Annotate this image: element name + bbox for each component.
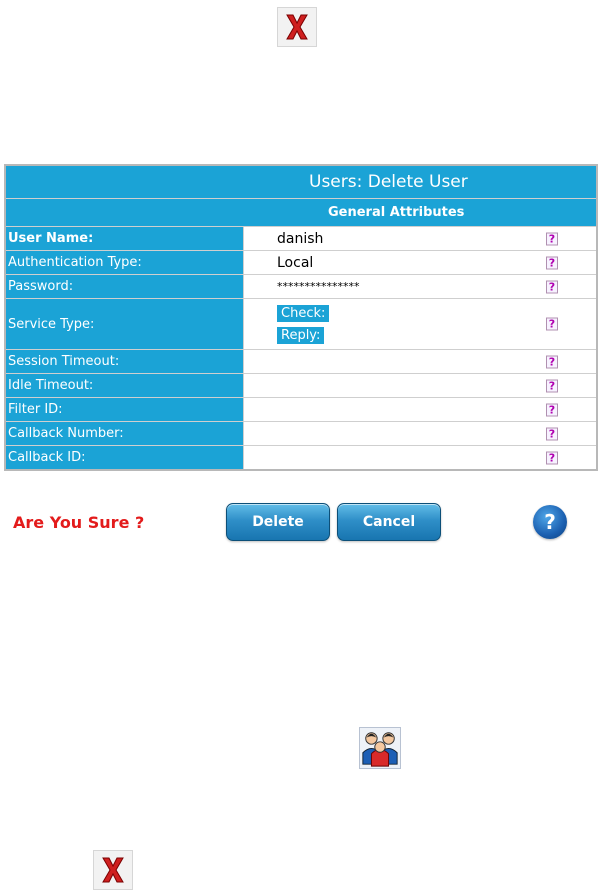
service-type-stack (277, 303, 329, 346)
help-icon[interactable]: ? (546, 451, 558, 464)
page-title: Users: Delete User (6, 166, 596, 199)
cancel-button[interactable]: Cancel (337, 503, 441, 541)
help-icon[interactable]: ? (546, 280, 558, 293)
user-name-label: User Name: (6, 227, 243, 250)
table-row-filter-id (6, 398, 596, 422)
idle-timeout-label: Idle Timeout: (6, 374, 243, 397)
delete-user-panel (4, 164, 598, 471)
filter-id-value (243, 398, 596, 421)
callback-number-value (243, 422, 596, 445)
service-type-value (243, 299, 596, 349)
password-label: Password: (6, 275, 243, 298)
authentication-type-text: Local (277, 254, 314, 271)
service-type-label: Service Type: (6, 299, 243, 349)
help-icon[interactable]: ? (546, 379, 558, 392)
session-timeout-label: Session Timeout: (6, 350, 243, 373)
callback-id-label: Callback ID: (6, 446, 243, 469)
x-close-icon[interactable] (277, 7, 317, 47)
filter-id-label: Filter ID: (6, 398, 243, 421)
delete-button[interactable]: Delete (226, 503, 330, 541)
users-group-icon[interactable] (359, 727, 401, 769)
help-icon[interactable]: ? (546, 355, 558, 368)
help-icon[interactable]: ? (546, 318, 558, 331)
idle-timeout-value (243, 374, 596, 397)
confirm-text: Are You Sure ? (13, 513, 145, 532)
callback-id-value (243, 446, 596, 469)
table-row-password (6, 275, 596, 299)
session-timeout-value (243, 350, 596, 373)
table-row-session-timeout (6, 350, 596, 374)
help-icon[interactable]: ? (546, 427, 558, 440)
password-text: *************** (277, 280, 360, 293)
password-value (243, 275, 596, 298)
table-row-service-type (6, 299, 596, 350)
reply-chip: Reply: (277, 327, 324, 344)
table-row-callback-id (6, 446, 596, 469)
user-name-text: danish (277, 230, 324, 247)
help-circle-icon[interactable]: ? (533, 505, 567, 539)
table-row-callback-number (6, 422, 596, 446)
check-chip: Check: (277, 305, 329, 322)
section-header: General Attributes (6, 199, 596, 227)
help-icon[interactable]: ? (546, 403, 558, 416)
table-row-authentication-type (6, 251, 596, 275)
help-icon[interactable]: ? (546, 232, 558, 245)
callback-number-label: Callback Number: (6, 422, 243, 445)
table-row-user-name (6, 227, 596, 251)
x-close-icon[interactable] (93, 850, 133, 890)
authentication-type-label: Authentication Type: (6, 251, 243, 274)
authentication-type-value (243, 251, 596, 274)
user-name-value (243, 227, 596, 250)
table-row-idle-timeout (6, 374, 596, 398)
help-icon[interactable]: ? (546, 256, 558, 269)
